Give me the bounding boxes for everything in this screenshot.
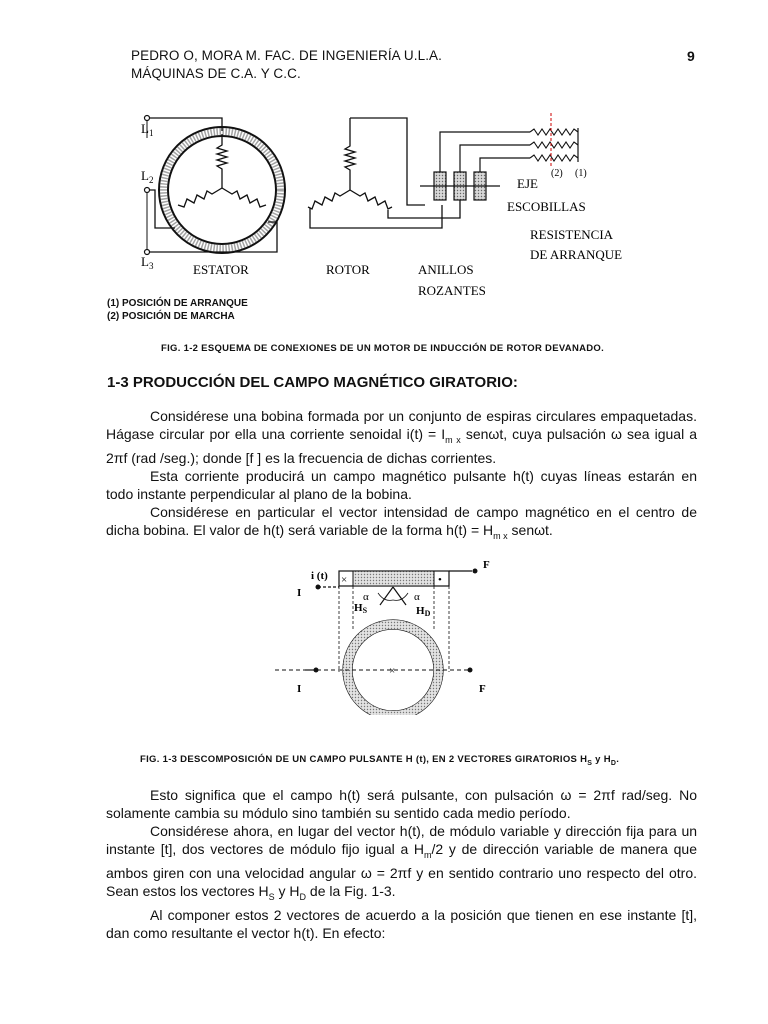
coil-core: [353, 571, 434, 586]
label-hs: HS: [354, 602, 368, 615]
label-de-arranque: DE ARRANQUE: [530, 247, 623, 262]
label-escobillas: ESCOBILLAS: [507, 199, 586, 214]
fig12-caption: FIG. 1-2 ESQUEMA DE CONEXIONES DE UN MOTOR DE INDUCCIÓN DE ROTOR DEVANADO.: [161, 343, 605, 354]
label-eje: EJE: [517, 176, 538, 191]
label-f-top: F: [483, 559, 490, 571]
label-estator: ESTATOR: [193, 262, 249, 277]
label-cross: ×: [341, 574, 348, 586]
paragraph-5: Considérese ahora, en lugar del vector h(t), de módulo variable y dirección fija para un instante [t], dos vectores de módulo fijo igual a $H_m/2$ y de dirección variable de manera que ambos giren con una velocidad angular ω = 2πf y en sentido contrario uno respecto del otro. Sean estos los vectores $H_S$ y $H_D$ de la Fig. 1-3.: [106, 823, 698, 902]
stator-outer-ring: [159, 127, 285, 253]
fig12-note-1: (1) POSICIÓN DE ARRANQUE: [107, 298, 248, 309]
label-l3: $L_3$: [141, 254, 154, 271]
section-body: [106, 407, 697, 545]
label-hd: HD: [416, 605, 431, 618]
paragraph-2: Esta corriente producirá un campo magnético pulsante h(t) cuyas líneas estarán en todo instante perpendicular al plano de la bobina.: [106, 467, 697, 502]
label-pos2: (2): [551, 168, 563, 179]
page-number: 9: [687, 48, 695, 64]
figure-1-3-diagram: [0, 555, 768, 715]
figure-1-2-diagram: [0, 100, 768, 310]
label-rotor: ROTOR: [326, 262, 370, 277]
label-alpha-left: α: [363, 591, 369, 603]
label-i-mid: I: [297, 683, 302, 695]
paragraph-1: Considérese una bobina formada por un conjunto de espiras circulares empaquetadas. Hágase circular por ella una corriente senoidal $i(t) = I_{m x}$ senωt, cuya pulsación ω sea igual a 2πf (rad /seg.); donde [f ] es la frecuencia de dichas corrientes.: [106, 408, 698, 466]
label-alpha-right: α: [414, 591, 420, 603]
label-l2: $L_2$: [141, 168, 154, 185]
section-body-2: [106, 786, 697, 942]
terminal-l1: [145, 116, 150, 121]
terminal-l2: [145, 188, 150, 193]
label-it: i (t): [311, 570, 328, 582]
paragraph-4: Esto significa que el campo h(t) será pulsante, con pulsación ω = 2πf rad/seg. No solamente cambia su módulo sino también su sentido cada medio período.: [106, 787, 697, 821]
label-anillos: ANILLOS: [418, 262, 474, 277]
label-i-top: I: [297, 587, 302, 599]
label-f-mid: F: [479, 683, 486, 695]
label-resistencia: RESISTENCIA: [530, 227, 614, 242]
label-l1: $L_1$: [141, 121, 154, 138]
paragraph-6: Al componer estos 2 vectores de acuerdo a la posición que tienen en ese instante [t], dan como resultante el vector h(t). En efecto:: [106, 906, 698, 941]
label-rozantes: ROZANTES: [418, 283, 486, 298]
header-line-2: MÁQUINAS DE C.A. Y C.C.: [131, 66, 301, 81]
section-heading: 1-3 PRODUCCIÓN DEL CAMPO MAGNÉTICO GIRATORIO:: [107, 374, 518, 391]
header-line-1: PEDRO O, MORA M. FAC. DE INGENIERÍA U.L.A.: [131, 48, 443, 63]
fig13-caption: FIG. 1-3 DESCOMPOSICIÓN DE UN CAMPO PULSANTE H (t), EN 2 VECTORES GIRATORIOS $H_S$ y $H_D$.: [140, 754, 620, 767]
label-center-cross: ×: [389, 665, 396, 677]
fig12-note-2: (2) POSICIÓN DE MARCHA: [107, 311, 235, 322]
label-dot: •: [438, 574, 442, 586]
paragraph-3: Considérese en particular el vector intensidad de campo magnético en el centro de dicha bobina. El valor de h(t) será variable de la forma $h(t) = H_{m x}$ senωt.: [106, 503, 697, 541]
label-pos1: (1): [575, 168, 587, 179]
